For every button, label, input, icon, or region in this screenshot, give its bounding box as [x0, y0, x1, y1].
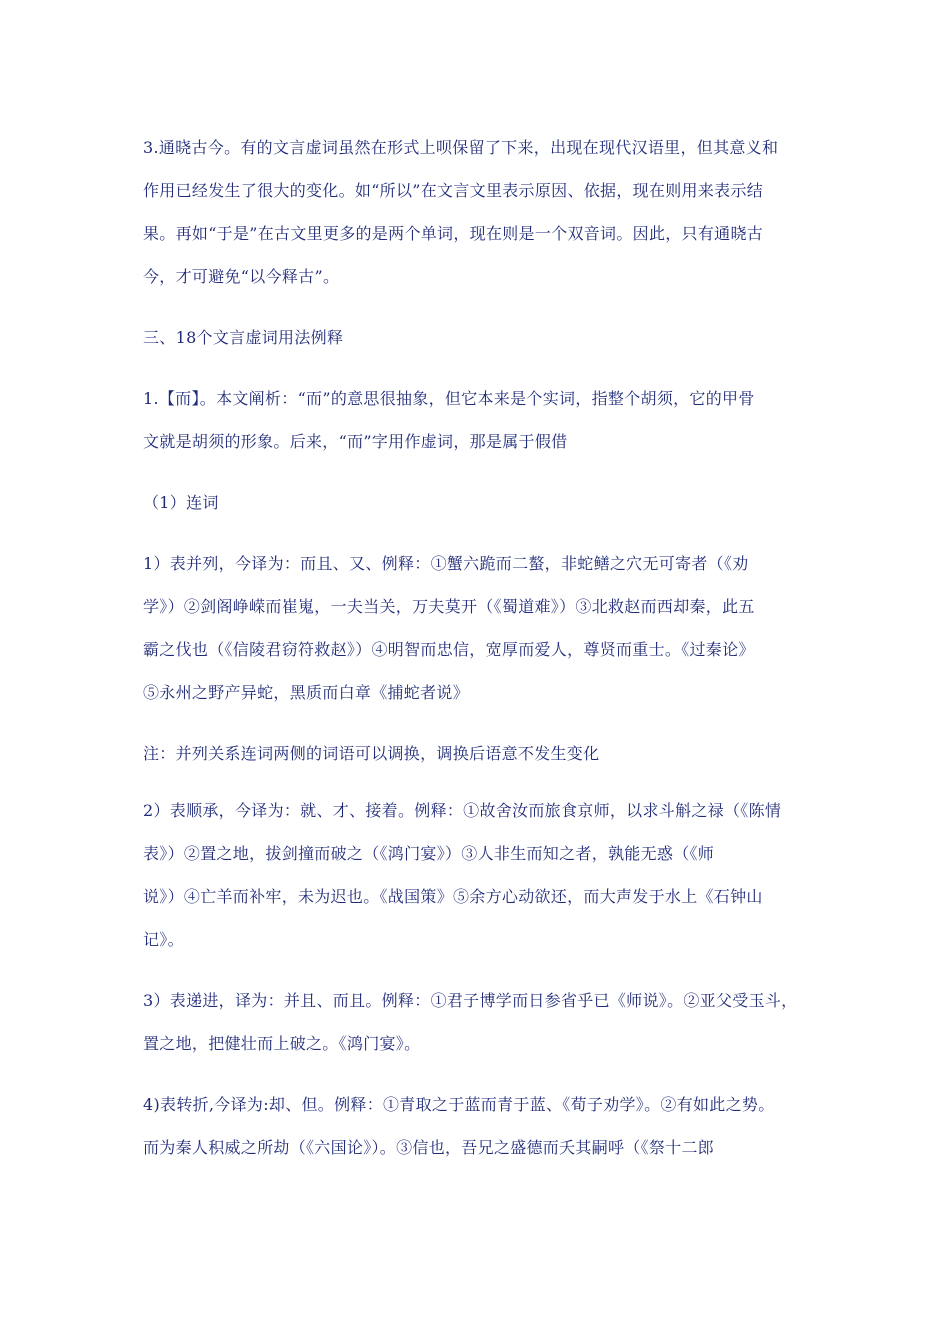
text-line: 1）表并列，今译为：而且、又、例释：①蟹六跪而二螯，非蛇鳝之穴无可寄者（《劝 — [143, 554, 749, 573]
text-line: 学》）②剑阁峥嵘而崔嵬，一夫当关，万夫莫开（《蜀道难》）③北救赵而西却秦，此五 — [143, 597, 755, 616]
paragraph-bingli — [143, 542, 823, 714]
text-line: 而为秦人积威之所劫（《六国论》）。③信也，吾兄之盛德而夭其嗣呼（《祭十二郎 — [143, 1138, 715, 1157]
paragraph-dijin — [143, 979, 823, 1065]
paragraph-zhuanzhe — [143, 1083, 823, 1169]
text-line: 今，才可避免“以今释古”。 — [143, 267, 340, 286]
document-body — [143, 126, 823, 1187]
section-heading — [143, 316, 823, 359]
text-line: 1.【而】。本文阐析：“而”的意思很抽象，但它本来是个实词，指整个胡须，它的甲骨 — [143, 389, 755, 408]
text-line: 记》。 — [143, 930, 184, 949]
subheading-lianci — [143, 481, 823, 524]
text-line: 文就是胡须的形象。后来，“而”字用作虚词，那是属于假借 — [143, 432, 568, 451]
text-line: 说》）④亡羊而补牢，未为迟也。《战国策》⑤余方心动欲还，而大声发于水上《石钟山 — [143, 887, 763, 906]
text-line: 置之地，把健壮而上破之。《鸿门宴》。 — [143, 1034, 421, 1053]
text-line: 4)表转折,今译为:却、但。例释：①青取之于蓝而青于蓝、《荀子劝学》。②有如此之势。 — [143, 1095, 775, 1114]
text-line: ⑤永州之野产异蛇，黑质而白章《捕蛇者说》 — [143, 683, 470, 702]
text-line: 2）表顺承，今译为：就、才、接着。例释：①故舍汝而旅食京师，以求斗斛之禄（《陈情 — [143, 801, 782, 820]
paragraph-note — [143, 732, 823, 775]
text-line: 表》）②置之地，拔剑撞而破之（《鸿门宴》）③人非生而知之者，孰能无惑（《师 — [143, 844, 715, 863]
text-line: 果。再如“于是”在古文里更多的是两个单词，现在则是一个双音词。因此，只有通晓古 — [143, 224, 764, 243]
text-line: （1）连词 — [143, 493, 219, 512]
text-line: 3.通晓古今。有的文言虚词虽然在形式上呗保留了下来，出现在现代汉语里，但其意义和 — [143, 138, 779, 157]
text-line: 3）表递进，译为：并且、而且。例释：①君子博学而日参省乎已《师说》。②亚父受玉斗， — [143, 991, 798, 1010]
text-line: 霸之伐也（《信陵君窃符救赵》）④明智而忠信，宽厚而爱人，尊贤而重士。《过秦论》 — [143, 640, 755, 659]
text-line: 作用已经发生了很大的变化。如“所以”在文言文里表示原因、依据，现在则用来表示结 — [143, 181, 764, 200]
text-line: 注：并列关系连词两侧的词语可以调换，调换后语意不发生变化 — [143, 744, 600, 763]
paragraph-shuncheng — [143, 789, 823, 961]
text-line: 三、18个文言虚词用法例释 — [143, 328, 344, 347]
paragraph-tongxiao-gujin — [143, 126, 823, 298]
paragraph-er-intro — [143, 377, 823, 463]
